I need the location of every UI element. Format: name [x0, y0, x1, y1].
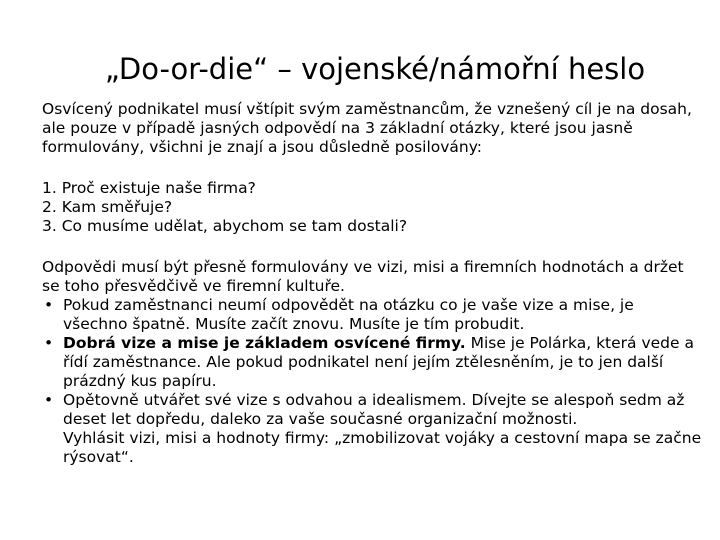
questions-list [42, 179, 702, 236]
answers-lead: Odpovědi musí být přesně formulovány ve vizi, misi a firemních hodnotách a držet se toho přesvědčivě ve firemní kultuře. [42, 258, 684, 295]
bullet-item [42, 296, 702, 334]
bullet-list [42, 296, 702, 467]
bullet-text: Opětovně utvářet své vize s odvahou a idealismem. Dívejte se alespoň sedm až deset let dopředu, daleko za vaše současné organizační možnosti. [63, 391, 685, 428]
bullet-icon: • [44, 391, 54, 409]
question-item: 2. Kam směřuje? [42, 198, 173, 216]
slide-body [42, 100, 702, 467]
bullet-bold-text: Dobrá vize a mise je základem osvícené firmy. [63, 334, 466, 352]
bullet-item [42, 391, 702, 467]
bullet-item [42, 334, 702, 391]
bullet-text: Pokud zaměstnanci neumí odpovědět na otázku co je vaše vize a mise, je všechno špatně. Musíte začít znovu. Musíte je tím probudit. [63, 296, 634, 333]
bullet-extra-text: Vyhlásit vizi, misi a hodnoty firmy: „zmobilizovat vojáky a cestovní mapa se začne rýsovat“. [63, 429, 702, 466]
slide-title: „Do-or-die“ – vojenské/námořní heslo [104, 52, 646, 86]
question-item: 1. Proč existuje naše firma? [42, 179, 256, 197]
question-item: 3. Co musíme udělat, abychom se tam dostali? [42, 217, 408, 235]
bullet-icon: • [44, 334, 54, 352]
intro-paragraph: Osvícený podnikatel musí vštípit svým zaměstnancům, že vznešený cíl je na dosah, ale pouze v případě jasných odpovědí na 3 základní otázky, které jsou jasně formulovány, všichni je znají a jsou důsledně posilovány: [42, 100, 692, 156]
bullet-text: Mise je Polárka, která vede a řídí zaměstnance. Ale pokud podnikatel není jejím ztělesněním, je to jen další prázdný kus papíru. [63, 334, 694, 390]
bullet-icon: • [44, 296, 54, 314]
